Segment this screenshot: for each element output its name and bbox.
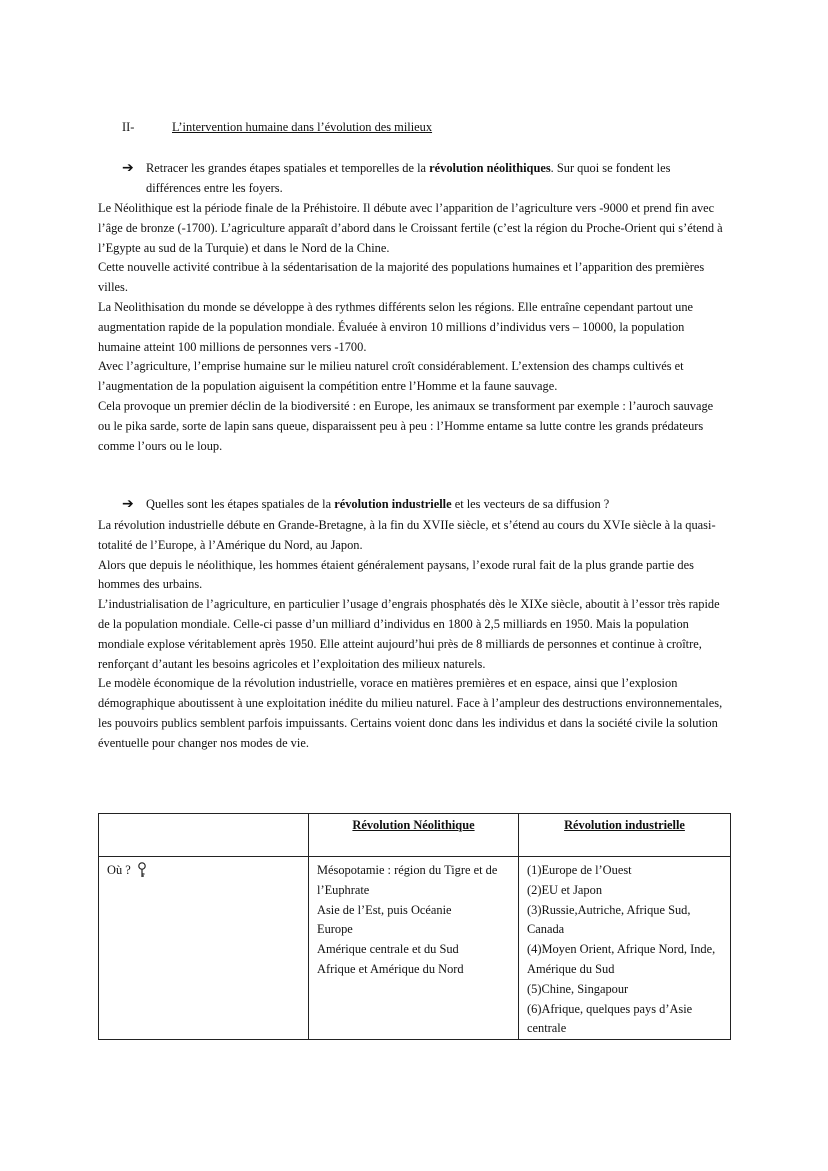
row-label-cell: [99, 857, 309, 1040]
paragraph: Avec l’agriculture, l’emprise humaine sur le milieu naturel croît considérablement. L’extension des champs cultivés et l’augmentation de la population aiguisent la compétition entre l’Homme et la faune sauvage.: [98, 359, 684, 394]
section-number: II-: [122, 120, 135, 134]
paragraph: Cela provoque un premier déclin de la biodiversité : en Europe, les animaux se transforment par exemple : l’auroch sauvage ou le pika sarde, sorte de lapin sans queue, disparaissent peu à peu : l’Homme entame sa lutte contre les grands prédateurs comme l’ours ou le loup.: [98, 398, 714, 453]
paragraph: La révolution industrielle débute en Grande-Bretagne, à la fin du XVIIe siècle, et s’étend au cours du XVIe siècle à la quasi-totalité de l’Europe, à l’Amérique du Nord, au Japon.: [98, 518, 716, 552]
list-item: Amérique centrale et du Sud: [317, 942, 459, 957]
arrow-right-icon: ➔: [122, 160, 134, 176]
list-item: (2)EU et Japon: [527, 882, 603, 897]
list-item: Mésopotamie : région du Tigre et de l’Euphrate: [317, 863, 498, 897]
section-title: L’intervention humaine dans l’évolution des milieux: [172, 120, 433, 134]
table-header-empty: [99, 814, 309, 857]
paragraph: Le Néolithique est la période finale de la Préhistoire. Il débute avec l’apparition de l’agriculture vers -9000 et prend fin avec l’âge de bronze (-1700). L’agriculture apparaît d’abord dans le Croissant fertile (c’est la région du Proche-Orient qui s’étend à l’Egypte au sud de la Turquie) et dans le Nord de la Chine.: [98, 201, 723, 255]
section-heading: [122, 118, 432, 138]
industrial-places-cell: [519, 857, 731, 1040]
list-item: Europe: [317, 922, 353, 937]
question-neolithic: ➔ Retracer les grandes étapes spatiales et temporelles de la révolution néolithiques. Sur quoi se fondent les différences entre les foyers.: [122, 160, 671, 195]
key-icon: [137, 862, 147, 885]
table-header-row: [99, 814, 731, 857]
list-item: (6)Afrique, quelques pays d’Asie centrale: [527, 1001, 693, 1036]
neolithic-places-cell: [309, 857, 519, 1040]
list-item: Afrique et Amérique du Nord: [317, 961, 464, 976]
row-label: Où ?: [107, 863, 131, 877]
table-row: [99, 857, 731, 1040]
comparison-table: [98, 813, 731, 1040]
paragraph: La Neolithisation du monde se développe à des rythmes différents selon les régions. Elle entraîne cependant partout une augmentation rapide de la population mondiale. Évaluée à environ 10 millions d’individus vers – 10000, la population humaine atteint 100 millions de personnes vers -1700.: [98, 299, 694, 354]
table-header-neolithic: Révolution Néolithique: [309, 814, 519, 857]
list-item: (1)Europe de l’Ouest: [527, 863, 632, 877]
neolithic-text: [98, 199, 728, 456]
paragraph: Alors que depuis le néolithique, les hommes étaient généralement paysans, l’exode rural fait de la plus grande partie des hommes des urbains.: [98, 557, 694, 592]
table-header-industrial: Révolution industrielle: [519, 814, 731, 857]
list-item: Asie de l’Est, puis Océanie: [317, 902, 452, 917]
question-industrial: ➔ Quelles sont les étapes spatiales de la révolution industrielle et les vecteurs de sa diffusion ?: [122, 495, 722, 515]
paragraph: L’industrialisation de l’agriculture, en particulier l’usage d’engrais phosphatés dès le XIXe siècle, aboutit à l’essor très rapide de la population mondiale. Celle-ci passe d’un milliard d’individus en 1800 à 2,5 milliards en 1950. Mais la population mondiale explose véritablement après 1950. Elle atteint aujourd’hui près de 8 milliards de personnes et continue à croître, renforçant d’autant les besoins agricoles et l’exploitation des milieux naturels.: [98, 597, 720, 671]
list-item: (3)Russie,Autriche, Afrique Sud, Canada: [527, 902, 691, 937]
arrow-right-icon: ➔: [122, 496, 134, 512]
list-item: (5)Chine, Singapour: [527, 981, 629, 996]
list-item: (4)Moyen Orient, Afrique Nord, Inde, Amérique du Sud: [527, 942, 716, 976]
paragraph: Le modèle économique de la révolution industrielle, vorace en matières premières et en espace, ainsi que l’explosion démographique aboutissent à une exploitation inédite du milieu naturel. Face à l’ampleur des destructions environnementales, les pouvoirs publics semblent parfois impuissants. Certains voient donc dans les individus et dans la société civile la solution éventuelle pour changer nos modes de vie.: [98, 676, 723, 750]
paragraph: Cette nouvelle activité contribue à la sédentarisation de la majorité des populations humaines et l’apparition des premières villes.: [98, 260, 705, 295]
industrial-text: [98, 516, 728, 754]
